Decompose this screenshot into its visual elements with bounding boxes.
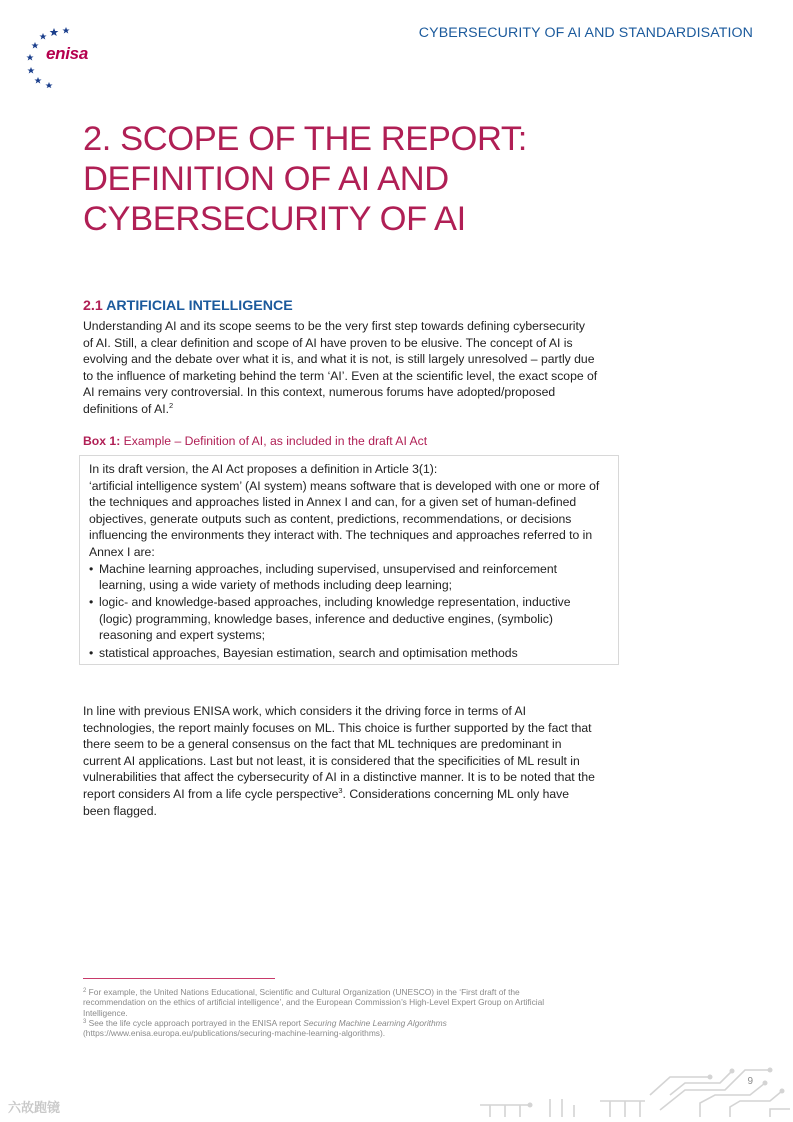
footnotes [83, 987, 583, 1038]
box-label: Box 1: [83, 434, 121, 448]
chapter-title-line-3: CYBERSECURITY OF AI [83, 200, 466, 238]
list-item [89, 561, 604, 594]
list-item-text: logic- and knowledge-based approaches, including knowledge representation, inductive (logic) programming, knowledge bases, inference and deductive engines, (symbolic) reasoning and expert systems; [99, 595, 571, 643]
bullet-icon: • [89, 595, 94, 610]
footnote-ref-2[interactable]: 2 [169, 400, 174, 410]
document-header-title: CYBERSECURITY OF AI AND STANDARDISATION [418, 25, 753, 41]
body-paragraph-2 [83, 703, 598, 819]
chapter-title-line-1: 2. SCOPE OF THE REPORT: [83, 120, 527, 158]
footnote-2 [83, 987, 583, 1018]
intro-text: Understanding AI and its scope seems to be the very first step towards defining cybersecurity of AI. Still, a clear definition and scope of AI have proven to be elusive. The concept of AI is evolving and the debate over what it is, and what it is not, is still largely unresolved – partly due to the influence of marketing behind the term ‘AI’. Even at the scientific level, the exact scope of AI remains very controversial. In this context, numerous forums have adopted/proposed definitions of AI. [83, 319, 598, 416]
chapter-title-line-2: DEFINITION OF AI AND [83, 160, 449, 198]
definition-box [79, 455, 619, 665]
box-line-1: In its draft version, the AI Act proposes a definition in Article 3(1): [89, 462, 438, 476]
body-text-a: In line with previous ENISA work, which considers it the driving force in terms of AI technologies, the report mainly focuses on ML. This choice is further supported by the fact that there seem to be a general consensus on the fact that ML techniques are predominant in current AI applications. Last but not least, it is considered that the specificities of ML result in vulnerabilities that affect the cybersecurity of AI in a distinctive manner. It is to be noted that the report considers AI from a life cycle perspective [83, 704, 595, 801]
footnote-3-number: 3 [83, 1018, 87, 1025]
box-caption [83, 434, 427, 448]
footnote-2-text: For example, the United Nations Educational, Scientific and Cultural Organization (UNESCO) in the ‘First draft of the recommendation on the ethics of artificial intelligence’, and the European Commission’s High-Level Expert Group on Artificial Intelligence. [83, 987, 545, 1018]
body-text-b: . Considerations concerning ML only have been flagged. [83, 786, 570, 818]
footnote-3-text: See the life cycle approach portrayed in the ENISA report [86, 1017, 304, 1028]
enisa-logo [24, 24, 104, 88]
section-title: ARTIFICIAL INTELLIGENCE [106, 298, 293, 314]
page-number: 9 [747, 1076, 753, 1087]
bullet-icon: • [89, 645, 94, 660]
footnote-divider [83, 978, 275, 979]
bullet-icon: • [89, 561, 94, 576]
box-line-2: ‘artificial intelligence system’ (AI system) means software that is developed with one or more of the techniques and approaches listed in Annex I and can, for a given set of human-defined objectives, generate outputs such as content, predictions, recommendations, or decisions influencing the environments they interact with. The techniques and approaches referred to in Annex I are: [89, 478, 600, 559]
footnote-ref-3[interactable]: 3 [338, 785, 343, 795]
box-list [89, 561, 604, 662]
list-item [89, 645, 604, 662]
watermark-text: 六故跑镜 [8, 1100, 61, 1115]
chapter-title [83, 119, 643, 239]
box-caption-text: Example – Definition of AI, as included in the draft AI Act [123, 434, 428, 448]
section-heading [83, 298, 293, 314]
list-item-text: statistical approaches, Bayesian estimation, search and optimisation methods [99, 645, 518, 660]
footnote-2-number: 2 [83, 988, 87, 994]
footnote-3-report-title: Securing Machine Learning Algorithms [303, 1017, 447, 1028]
footnote-3-url[interactable]: (https://www.enisa.europa.eu/publications/securing-machine-learning-algorithms). [83, 1028, 386, 1039]
footnote-3 [83, 1018, 583, 1039]
list-item-text: Machine learning approaches, including supervised, unsupervised and reinforcement learning, using a wide variety of methods including deep learning; [99, 561, 557, 593]
intro-paragraph [83, 318, 598, 418]
list-item [89, 594, 604, 644]
circuit-decoration-icon [470, 1055, 793, 1122]
logo-wordmark: enisa [46, 44, 88, 63]
section-number: 2.1 [83, 298, 103, 314]
